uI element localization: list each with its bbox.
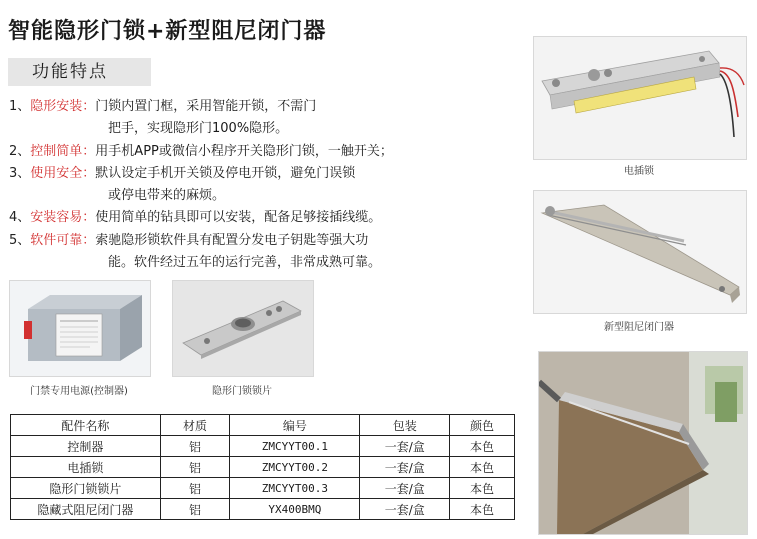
feature-item-2: 2、控制简单：用手机APP或微信小程序开关隐形门锁，一触开关； bbox=[9, 144, 393, 159]
feature-item-3-cont: 或停电带来的麻烦。 bbox=[108, 188, 226, 203]
feature-item-5-cont: 能。软件经过五年的运行完善，非常成熟可靠。 bbox=[108, 255, 382, 270]
damper-closer-photo bbox=[533, 190, 747, 314]
cell-part-name: 控制器 bbox=[11, 436, 161, 457]
cell-code: ZMCYYT00.3 bbox=[230, 478, 360, 499]
parts-table bbox=[10, 414, 515, 520]
cell-material: 铝 bbox=[160, 478, 230, 499]
lock-plate-caption: 隐形门锁锁片 bbox=[212, 386, 272, 397]
feature-item-1: 1、隐形安装：门锁内置门框，采用智能开锁，不需门 bbox=[9, 99, 317, 114]
damper-closer-caption: 新型阻尼闭门器 bbox=[604, 322, 674, 333]
cell-packaging: 一套/盒 bbox=[360, 436, 450, 457]
feature-key: 软件可靠： bbox=[30, 233, 96, 248]
cell-color: 本色 bbox=[450, 436, 515, 457]
feature-item-3: 3、使用安全：默认设定手机开关锁及停电开锁，避免门误锁 bbox=[9, 166, 356, 181]
feature-key: 使用安全： bbox=[30, 166, 96, 181]
feature-key: 控制简单： bbox=[30, 144, 96, 159]
feature-key: 隐形安装： bbox=[30, 99, 96, 114]
cell-packaging: 一套/盒 bbox=[360, 478, 450, 499]
header-color: 颜色 bbox=[450, 415, 515, 436]
table-row bbox=[11, 478, 515, 499]
installed-door-photo bbox=[538, 351, 748, 535]
page-title: 智能隐形门锁+新型阻尼闭门器 bbox=[8, 19, 327, 44]
cell-material: 铝 bbox=[160, 499, 230, 520]
header-part-name: 配件名称 bbox=[11, 415, 161, 436]
feature-item-5: 5、软件可靠：索驰隐形锁软件具有配置分发电子钥匙等强大功 bbox=[9, 233, 369, 248]
table-header-row bbox=[11, 415, 515, 436]
cell-packaging: 一套/盒 bbox=[360, 499, 450, 520]
cell-part-name: 隐形门锁锁片 bbox=[11, 478, 161, 499]
electric-lock-photo bbox=[533, 36, 747, 160]
power-supply-photo bbox=[9, 280, 151, 377]
lock-plate-photo bbox=[172, 280, 314, 377]
cell-color: 本色 bbox=[450, 499, 515, 520]
table-row bbox=[11, 499, 515, 520]
cell-color: 本色 bbox=[450, 457, 515, 478]
power-supply-caption: 门禁专用电源(控制器) bbox=[30, 386, 128, 397]
feature-key: 安装容易： bbox=[30, 210, 96, 225]
header-packaging: 包装 bbox=[360, 415, 450, 436]
feature-item-4: 4、安装容易：使用简单的钻具即可以安装，配备足够接插线缆。 bbox=[9, 210, 382, 225]
cell-code: YX400BMQ bbox=[230, 499, 360, 520]
cell-code: ZMCYYT00.1 bbox=[230, 436, 360, 457]
cell-code: ZMCYYT00.2 bbox=[230, 457, 360, 478]
cell-material: 铝 bbox=[160, 457, 230, 478]
header-material: 材质 bbox=[160, 415, 230, 436]
cell-material: 铝 bbox=[160, 436, 230, 457]
cell-color: 本色 bbox=[450, 478, 515, 499]
cell-part-name: 电插锁 bbox=[11, 457, 161, 478]
cell-part-name: 隐藏式阻尼闭门器 bbox=[11, 499, 161, 520]
electric-lock-caption: 电插锁 bbox=[624, 166, 654, 177]
section-label: 功能特点 bbox=[8, 58, 151, 86]
header-code: 编号 bbox=[230, 415, 360, 436]
table-row bbox=[11, 457, 515, 478]
table-row bbox=[11, 436, 515, 457]
feature-item-1-cont: 把手，实现隐形门100%隐形。 bbox=[108, 121, 289, 136]
cell-packaging: 一套/盒 bbox=[360, 457, 450, 478]
